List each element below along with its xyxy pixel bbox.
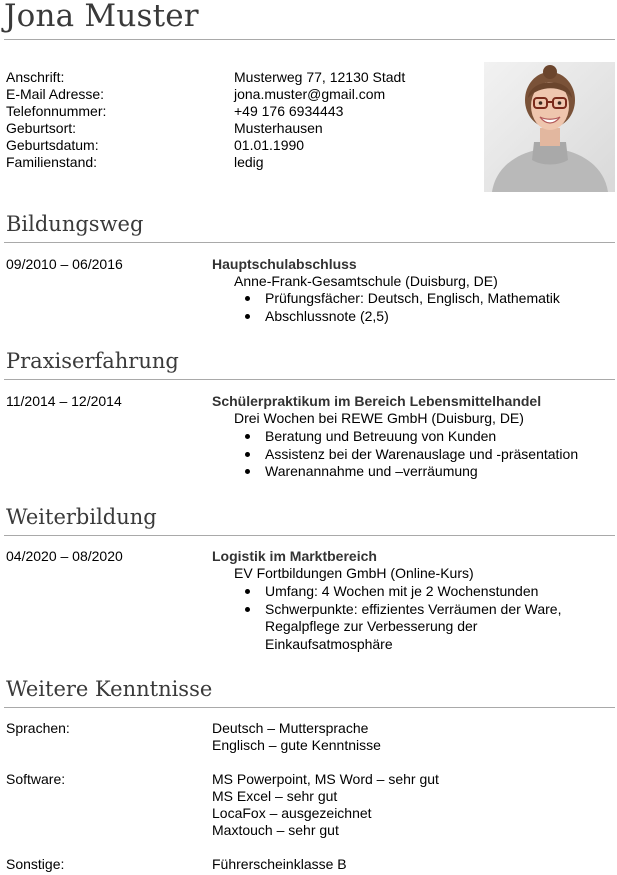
list-item: Abschlussnote (2,5) [234, 308, 604, 326]
label-address: Anschrift: [6, 69, 65, 85]
list-item: Schwerpunkte: effizientes Verräumen der Ware, Regalpflege zur Verbesserung der Einkaufsatmosphäre [234, 601, 589, 654]
practice-date: 11/2014 – 12/2014 [6, 393, 122, 409]
list-item: MS Excel – sehr gut [212, 788, 338, 804]
list-item: Assistenz bei der Warenauslage und -präsentation [234, 446, 609, 464]
value-marital-status: ledig [234, 154, 264, 170]
education-heading: Hauptschulabschluss [212, 256, 357, 272]
skills-software-label: Software: [6, 771, 66, 787]
value-phone: +49 176 6934443 [234, 103, 344, 119]
training-institution: EV Fortbildungen GmbH (Online-Kurs) [234, 565, 474, 581]
list-item: Prüfungsfächer: Deutsch, Englisch, Mathematik [234, 290, 604, 308]
label-marital-status: Familienstand: [6, 154, 98, 170]
list-item: Maxtouch – sehr gut [212, 822, 339, 838]
list-item: LocaFox – ausgezeichnet [212, 805, 372, 821]
training-date: 04/2020 – 08/2020 [6, 548, 123, 564]
section-title-education: Bildungsweg [6, 212, 144, 236]
practice-divider [4, 379, 615, 380]
profile-photo [484, 62, 615, 192]
value-birthdate: 01.01.1990 [234, 137, 305, 153]
value-birthplace: Musterhausen [234, 120, 323, 136]
training-heading: Logistik im Marktbereich [212, 548, 377, 564]
skills-languages [212, 720, 381, 754]
value-address: Musterweg 77, 12130 Stadt [234, 69, 406, 85]
skills-other [212, 856, 347, 873]
list-item: Englisch – gute Kenntnisse [212, 737, 381, 753]
section-title-skills: Weitere Kenntnisse [6, 677, 213, 701]
education-bullets [234, 290, 604, 325]
education-divider [4, 242, 615, 243]
practice-institution: Drei Wochen bei REWE GmbH (Duisburg, DE) [234, 410, 524, 426]
label-email: E-Mail Adresse: [6, 86, 105, 102]
list-item: Umfang: 4 Wochen mit je 2 Wochenstunden [234, 583, 589, 601]
education-date: 09/2010 – 06/2016 [6, 256, 123, 272]
list-item: MS Powerpoint, MS Word – sehr gut [212, 771, 439, 787]
section-title-training: Weiterbildung [6, 505, 157, 529]
education-institution: Anne-Frank-Gesamtschule (Duisburg, DE) [234, 273, 498, 289]
skills-software [212, 771, 439, 839]
list-item: Beratung und Betreuung von Kunden [234, 428, 609, 446]
skills-languages-label: Sprachen: [6, 720, 70, 736]
training-bullets [234, 583, 589, 653]
label-birthdate: Geburtsdatum: [6, 137, 99, 153]
list-item: Deutsch – Muttersprache [212, 720, 369, 736]
value-email: jona.muster@gmail.com [234, 86, 386, 102]
section-title-practice: Praxiserfahrung [6, 349, 179, 373]
title-divider [4, 39, 615, 40]
portrait-illustration [484, 62, 615, 192]
training-divider [4, 535, 615, 536]
practice-bullets [234, 428, 609, 481]
list-item: Führerscheinklasse B [212, 856, 347, 872]
label-phone: Telefonnummer: [6, 103, 107, 119]
skills-divider [4, 707, 615, 708]
label-birthplace: Geburtsort: [6, 120, 77, 136]
practice-heading: Schülerpraktikum im Bereich Lebensmittelhandel [212, 393, 542, 409]
skills-other-label: Sonstige: [6, 856, 65, 872]
page-title: Jona Muster [4, 0, 199, 34]
list-item: Warenannahme und –verräumung [234, 463, 609, 481]
